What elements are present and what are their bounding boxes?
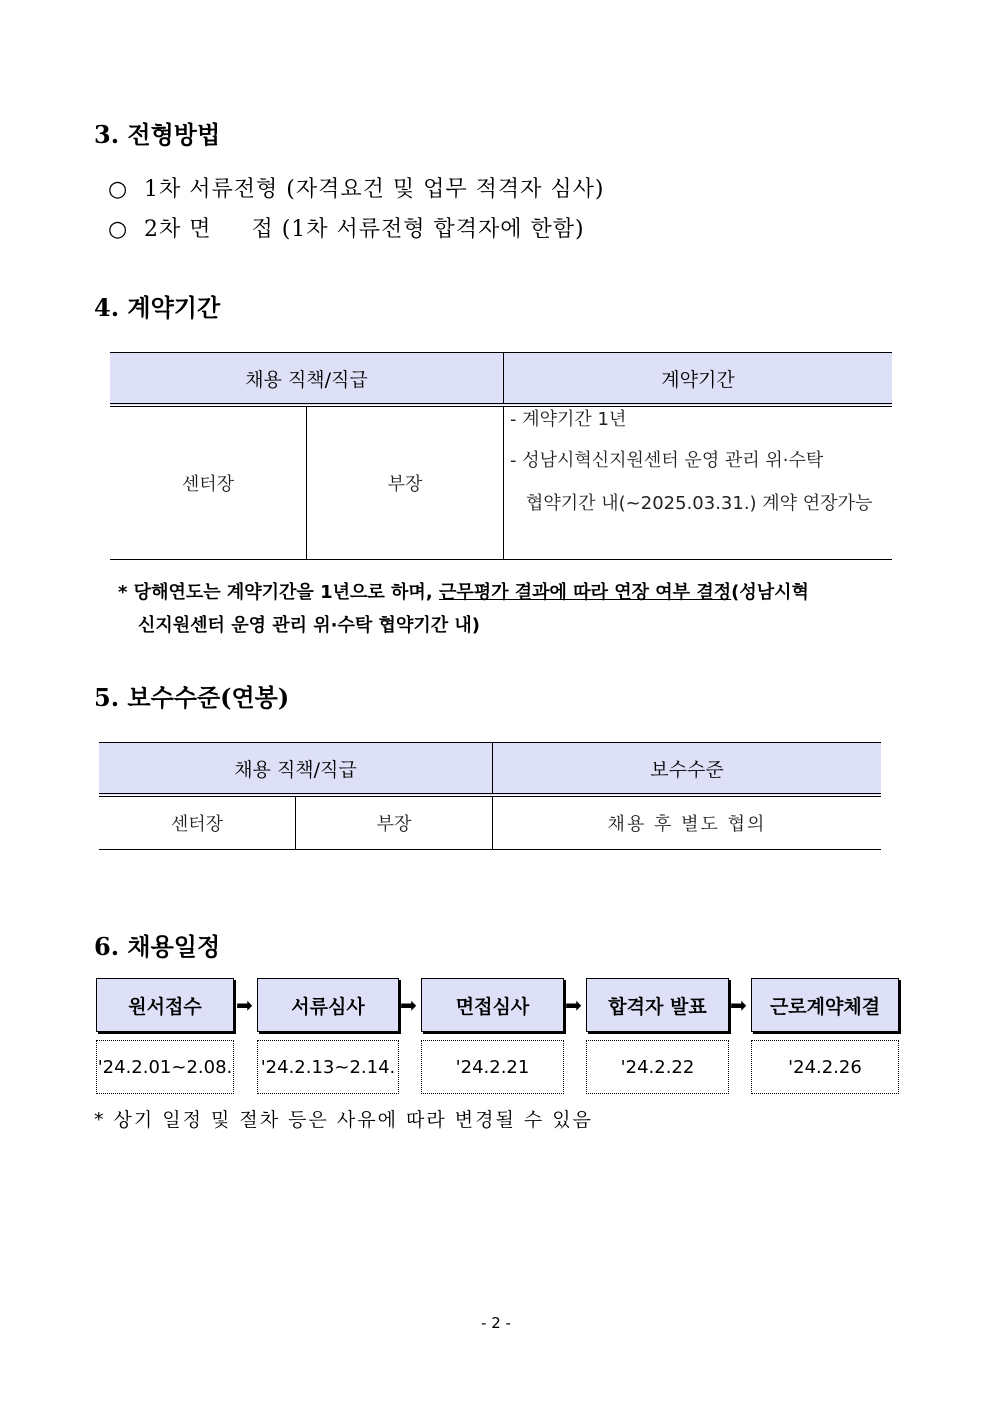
table-header-period: 계약기간 — [504, 353, 893, 406]
page-number: - 2 - — [481, 1314, 511, 1332]
circle-bullet-icon: ○ — [108, 217, 129, 242]
arrow-right-icon: ➡ — [236, 993, 253, 1017]
section-3-title: 3. 전형방법 — [94, 120, 221, 149]
contract-note — [118, 578, 898, 604]
screening-step-2-text: 2차 면 접 (1차 서류전형 합격자에 한함) — [144, 217, 585, 242]
section-6-title: 6. 채용일정 — [94, 932, 221, 961]
section-4-title: 4. 계약기간 — [94, 293, 221, 322]
schedule-step-contract: 근로계약체결 — [751, 978, 899, 1032]
table-header-position: 채용 직책/직급 — [99, 743, 493, 796]
screening-step-1 — [108, 172, 604, 203]
period-line-3: 협약기간 내(~2025.03.31.) 계약 연장가능 — [526, 493, 873, 514]
contract-note-line-2: 신지원센터 운영 관리 위·수탁 협약기간 내) — [138, 615, 480, 636]
schedule-date-document-review: '24.2.13~2.14. — [257, 1040, 399, 1094]
screening-step-2 — [108, 212, 585, 243]
schedule-date-contract: '24.2.26 — [751, 1040, 899, 1094]
circle-bullet-icon: ○ — [108, 177, 129, 202]
arrow-right-icon: ➡ — [730, 993, 747, 1017]
period-line-1: - 계약기간 1년 — [510, 409, 627, 430]
cell-contract-period — [504, 405, 893, 559]
period-line-2: - 성남시혁신지원센터 운영 관리 위·수탁 — [510, 450, 824, 471]
screening-step-1-text: 1차 서류전형 (자격요건 및 업무 적격자 심사) — [144, 177, 605, 202]
schedule-date-application: '24.2.01~2.08. — [96, 1040, 234, 1094]
schedule-step-interview: 면접심사 — [421, 978, 564, 1032]
contract-note-suffix: (성남시혁 — [731, 582, 809, 603]
cell-position: 센터장 — [99, 795, 296, 849]
cell-grade: 부장 — [296, 795, 493, 849]
contract-period-table — [110, 352, 892, 560]
table-header-position: 채용 직책/직급 — [110, 353, 504, 406]
contract-note-prefix: * 당해연도는 계약기간을 1년으로 하며, — [118, 582, 439, 603]
schedule-step-announcement: 합격자 발표 — [586, 978, 729, 1032]
salary-table — [99, 742, 881, 850]
schedule-step-application: 원서접수 — [96, 978, 234, 1032]
cell-position: 센터장 — [110, 405, 307, 559]
schedule-date-interview: '24.2.21 — [421, 1040, 564, 1094]
arrow-right-icon: ➡ — [565, 993, 582, 1017]
schedule-note: * 상기 일정 및 절차 등은 사유에 따라 변경될 수 있음 — [94, 1109, 593, 1131]
table-header-salary: 보수수준 — [493, 743, 882, 796]
section-5-title: 5. 보수수준(연봉) — [94, 683, 290, 712]
schedule-step-document-review: 서류심사 — [257, 978, 399, 1032]
schedule-date-announcement: '24.2.22 — [586, 1040, 729, 1094]
cell-grade: 부장 — [307, 405, 504, 559]
contract-note-underlined: 근무평가 결과에 따라 연장 여부 결정 — [438, 582, 732, 603]
arrow-right-icon: ➡ — [400, 993, 417, 1017]
cell-salary: 채용 후 별도 협의 — [493, 795, 882, 849]
